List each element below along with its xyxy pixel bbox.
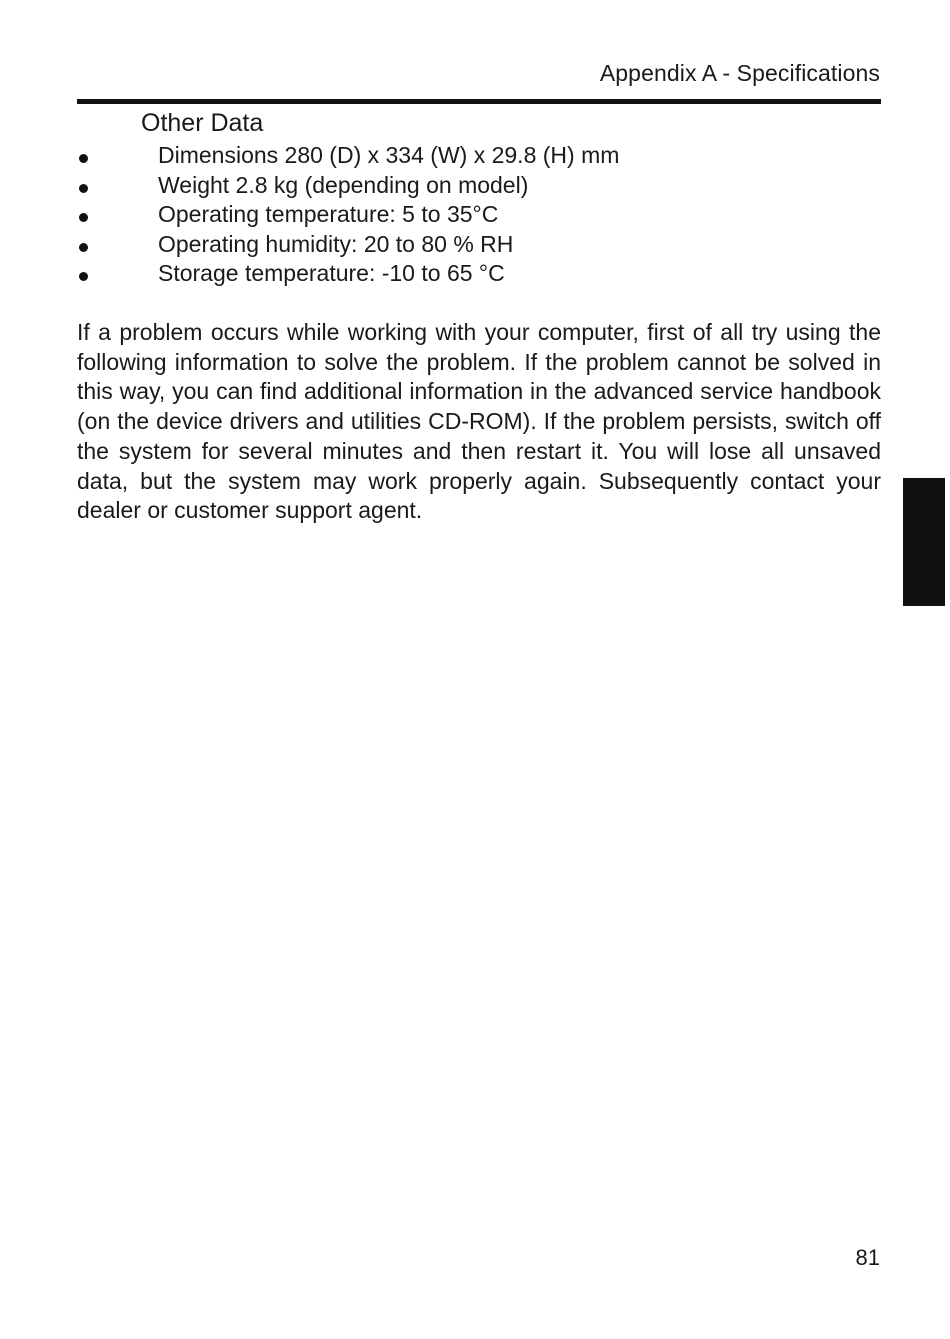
spec-item-storage-temperature (77, 259, 881, 289)
bullet-icon (79, 243, 88, 252)
spec-item-operating-temperature (77, 200, 881, 230)
spec-item-dimensions (77, 141, 881, 171)
running-header: Appendix A - Specifications (599, 60, 880, 86)
spec-list (77, 141, 881, 289)
spec-text: Operating temperature: 5 to 35°C (158, 201, 499, 228)
bullet-icon (79, 213, 88, 222)
bullet-icon (79, 272, 88, 281)
bullet-icon (79, 154, 88, 163)
spec-text: Storage temperature: -10 to 65 °C (158, 260, 505, 287)
spec-item-weight (77, 171, 881, 201)
spec-text: Weight 2.8 kg (depending on model) (158, 171, 529, 198)
header-rule (77, 99, 881, 104)
spec-text: Dimensions 280 (D) x 334 (W) x 29.8 (H) mm (158, 142, 620, 168)
section-title: Other Data (141, 109, 264, 137)
spec-text: Operating humidity: 20 to 80 % RH (158, 230, 514, 257)
bullet-icon (79, 184, 88, 193)
chapter-thumb-tab (903, 478, 945, 606)
spec-item-operating-humidity (77, 230, 881, 260)
troubleshooting-paragraph: If a problem occurs while working with your computer, first of all try using the following information to solve the problem. If the problem cannot be solved in this way, you can find additional information in the advanced service handbook (on the device drivers and utilities CD-ROM). If the problem persists, switch off the system for several minutes and then restart it. You will lose all unsaved data, but the system may work properly again. Subsequently contact your dealer or customer support agent. (77, 319, 881, 524)
page-number: 81 (855, 1245, 880, 1270)
